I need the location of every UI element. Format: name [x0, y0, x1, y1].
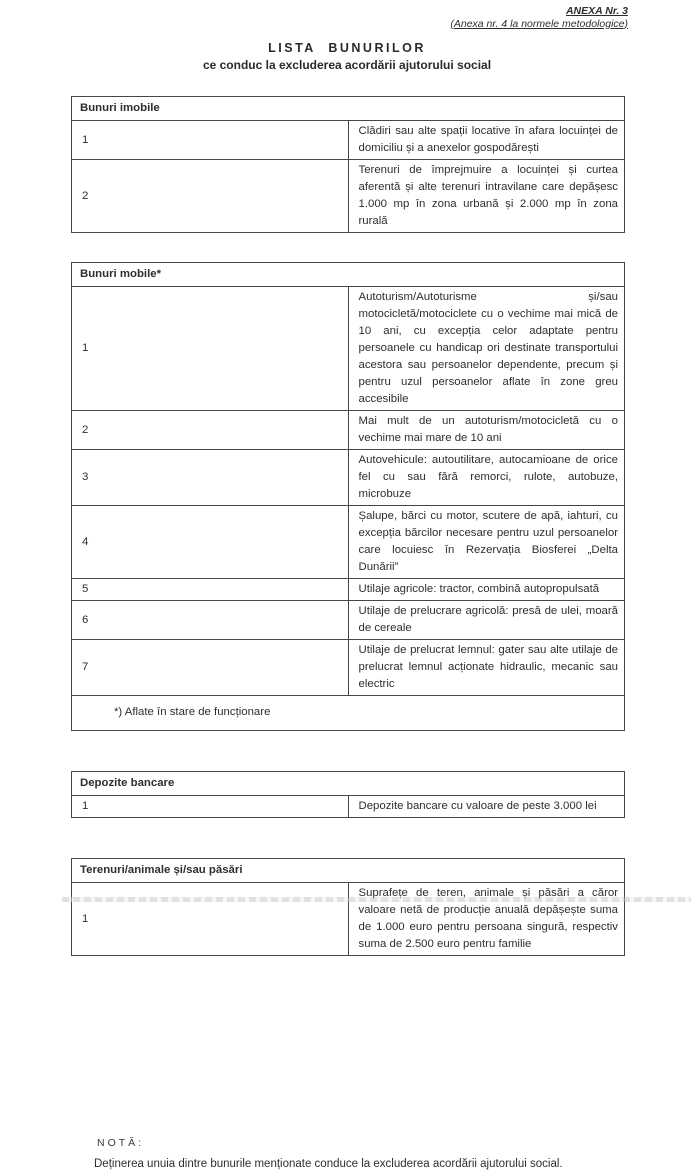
table-header: Depozite bancare	[72, 772, 625, 796]
row-text-cell: Utilaje agricole: tractor, combină autopropulsată	[348, 579, 625, 601]
table-header: Bunuri mobile*	[72, 263, 625, 287]
row-text-cell: Autoturism/Autoturisme și/sau motocicletă/motociclete cu o vechime mai mică de 10 ani, cu excepția celor adaptate pentru persoanele cu handicap ori destinate transportului acestora sau persoanelor dependente, precum și pentru uzul persoanelor aflate în zone greu accesibile	[348, 287, 625, 411]
row-number-cell: 1	[72, 121, 349, 160]
row-number-cell: 4	[72, 506, 349, 579]
note-text: Deținerea unuia dintre bunurile menționate conduce la excluderea acordării ajutorului social.	[94, 1158, 563, 1170]
table-row	[72, 121, 625, 160]
row-number-cell: 6	[72, 601, 349, 640]
row-number-cell: 3	[72, 450, 349, 506]
annex-header	[0, 0, 694, 30]
table-header: Bunuri imobile	[72, 97, 625, 121]
table-header-row	[72, 263, 625, 287]
table-header-row	[72, 772, 625, 796]
table-header-row	[72, 859, 625, 883]
row-number-cell: 2	[72, 160, 349, 233]
row-text-cell: Suprafețe de teren, animale și păsări a căror valoare netă de producție anuală depășește suma de 1.000 euro pentru persoana singură, respectiv suma de 2.500 euro pentru familie	[348, 883, 625, 956]
table-row	[72, 287, 625, 411]
row-number-cell: 2	[72, 411, 349, 450]
row-number-cell: 7	[72, 640, 349, 696]
table-row	[72, 506, 625, 579]
table-bunuri-mobile	[71, 262, 625, 731]
table-depozite-bancare	[71, 771, 625, 818]
table-row	[72, 411, 625, 450]
table-row	[72, 883, 625, 956]
row-number-cell: 1	[72, 883, 349, 956]
row-text-cell: Autovehicule: autoutilitare, autocamioane de orice fel cu sau fără remorci, rulote, autobuze, microbuze	[348, 450, 625, 506]
document-subtitle: ce conduc la excluderea acordării ajutorului social	[202, 58, 492, 72]
table-row	[72, 579, 625, 601]
table-header: Terenuri/animale și/sau păsări	[72, 859, 625, 883]
table-footnote-row	[72, 696, 625, 731]
cutoff-text-strip	[62, 897, 691, 902]
table-footnote: *) Aflate în stare de funcționare	[72, 696, 625, 731]
table-row	[72, 640, 625, 696]
row-number-cell: 1	[72, 796, 349, 818]
table-terenuri-animale	[71, 858, 625, 956]
annex-number: ANEXA Nr. 3	[565, 5, 628, 17]
table-header-row	[72, 97, 625, 121]
row-text-cell: Utilaje de prelucrat lemnul: gater sau alte utilaje de prelucrat lemnul acționate hidraulic, mecanic sau electric	[348, 640, 625, 696]
row-number-cell: 5	[72, 579, 349, 601]
table-row	[72, 450, 625, 506]
note-section	[94, 1137, 694, 1170]
row-text-cell: Terenuri de împrejmuire a locuinței și curtea aferentă și alte terenuri intravilane care depășesc 1.000 mp în zona urbană și 2.000 mp în zona rurală	[348, 160, 625, 233]
table-row	[72, 601, 625, 640]
table-row	[72, 160, 625, 233]
annex-reference: (Anexa nr. 4 la normele metodologice)	[450, 17, 628, 30]
row-number-cell: 1	[72, 287, 349, 411]
document-title: LISTA BUNURILOR	[268, 41, 426, 55]
row-text-cell: Clădiri sau alte spații locative în afara locuinței de domiciliu și a anexelor gospodărești	[348, 121, 625, 160]
row-text-cell: Depozite bancare cu valoare de peste 3.000 lei	[348, 796, 625, 818]
row-text-cell: Utilaje de prelucrare agricolă: presă de ulei, moară de cereale	[348, 601, 625, 640]
row-text-cell: Mai mult de un autoturism/motocicletă cu o vechime mai mare de 10 ani	[348, 411, 625, 450]
row-text-cell: Șalupe, bărci cu motor, scutere de apă, iahturi, cu excepția bărcilor necesare pentru uzul persoanelor care locuiesc în Rezervația Biosferei „Delta Dunării”	[348, 506, 625, 579]
note-label: NOTĂ:	[97, 1137, 145, 1149]
table-row	[72, 796, 625, 818]
table-bunuri-imobile	[71, 96, 625, 233]
